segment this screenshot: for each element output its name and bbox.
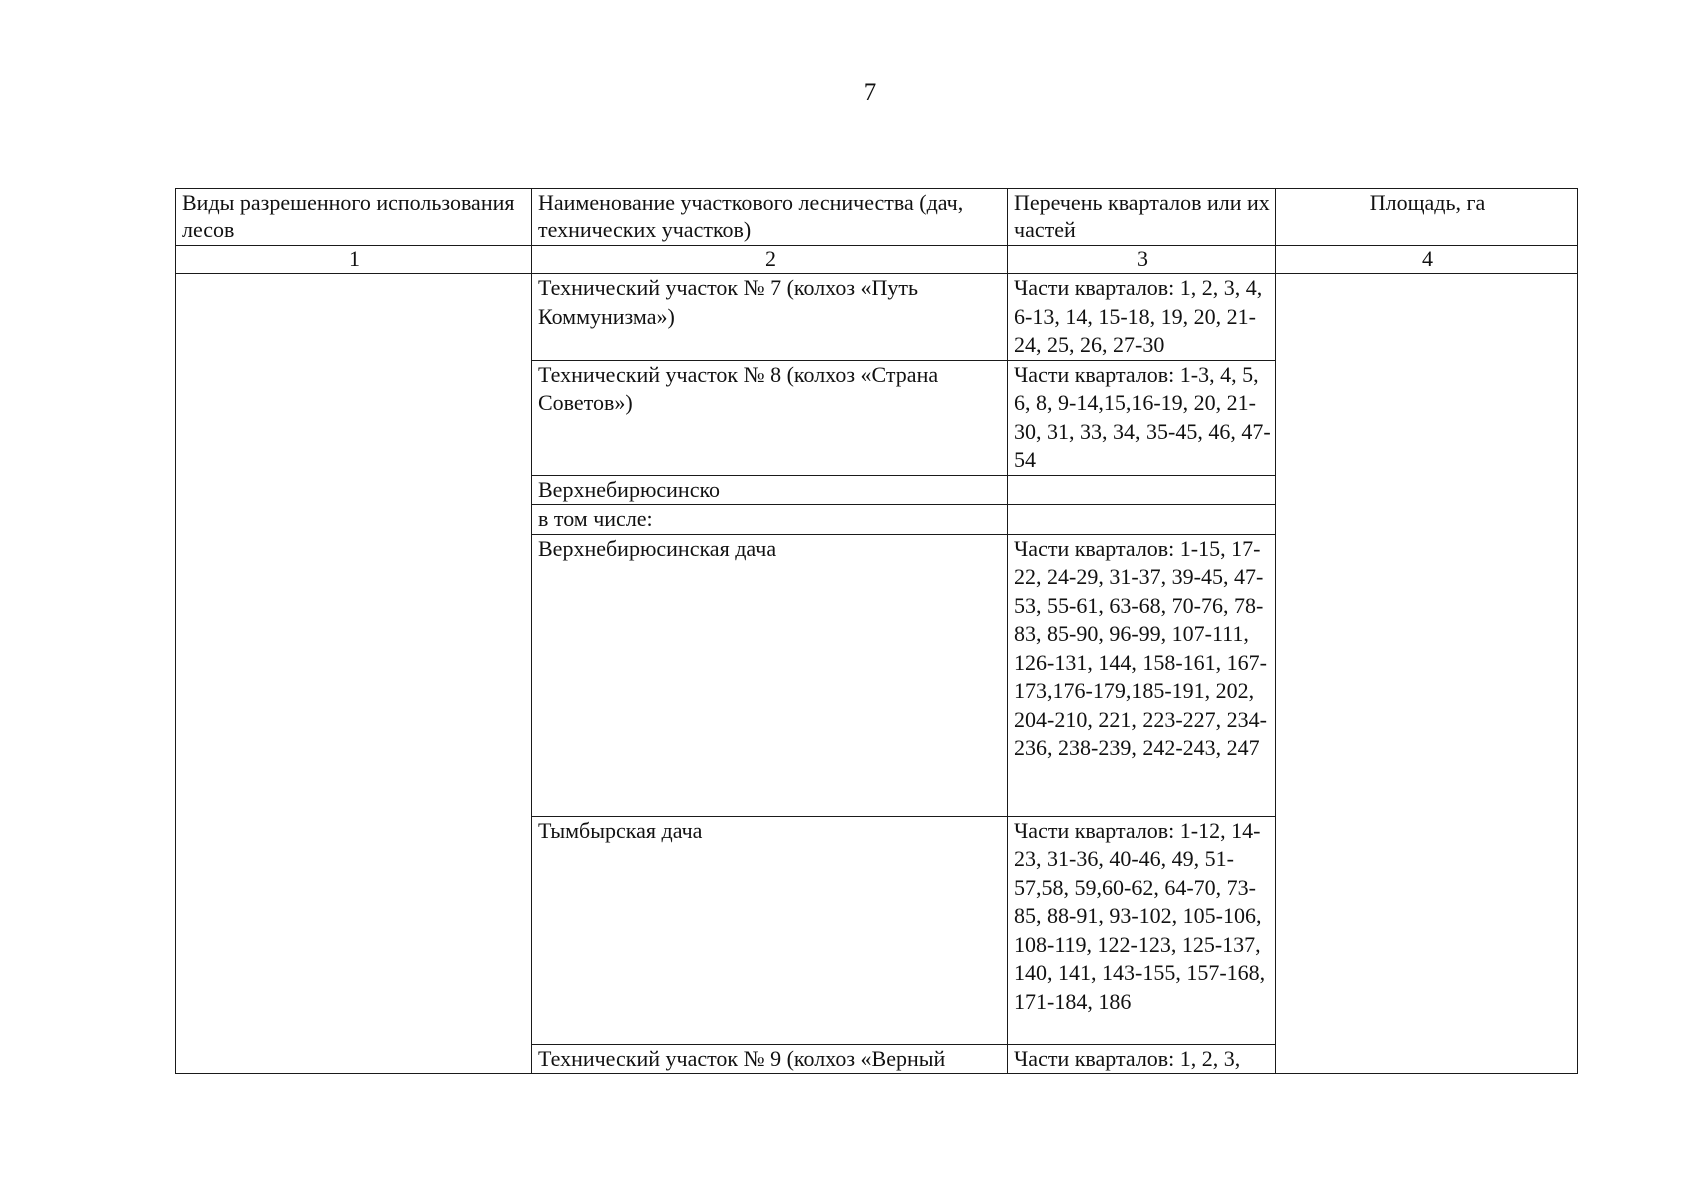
- column-number: 4: [1276, 246, 1578, 274]
- forest-use-table: [175, 188, 1578, 1074]
- forestry-name-cell: Верхнебирюсинская дача: [532, 534, 1008, 816]
- quarters-cell: [1008, 505, 1276, 535]
- table-row: [176, 274, 1578, 361]
- forestry-name-cell: в том числе:: [532, 505, 1008, 535]
- area-cell: [1276, 274, 1578, 1074]
- quarters-cell: Части кварталов: 1-15, 17-22, 24-29, 31-37, 39-45, 47-53, 55-61, 63-68, 70-76, 78-83, 85-90, 96-99, 107-111, 126-131, 144, 158-161, 167-173,176-179,185-191, 202, 204-210, 221, 223-227, 234-236, 238-239, 242-243, 247: [1008, 534, 1276, 816]
- column-number: 2: [532, 246, 1008, 274]
- header-row: [176, 189, 1578, 246]
- quarters-cell: Части кварталов: 1, 2, 3,: [1008, 1044, 1276, 1074]
- forestry-name-cell: Технический участок № 8 (колхоз «Страна Советов»): [532, 360, 1008, 475]
- quarters-cell: [1008, 475, 1276, 505]
- quarters-cell: Части кварталов: 1, 2, 3, 4, 6-13, 14, 15-18, 19, 20, 21-24, 25, 26, 27-30: [1008, 274, 1276, 361]
- column-number-row: [176, 246, 1578, 274]
- forestry-name-cell: Технический участок № 9 (колхоз «Верный: [532, 1044, 1008, 1074]
- page-number: 7: [863, 79, 877, 106]
- forestry-name-cell: Верхнебирюсинско: [532, 475, 1008, 505]
- header-use-type: Виды разрешенного использования лесов: [176, 189, 532, 246]
- header-quarters: Перечень кварталов или их частей: [1008, 189, 1276, 246]
- column-number: 1: [176, 246, 532, 274]
- use-type-cell: [176, 274, 532, 1074]
- column-number: 3: [1008, 246, 1276, 274]
- header-area: Площадь, га: [1276, 189, 1578, 246]
- forestry-name-cell: Тымбырская дача: [532, 816, 1008, 1044]
- quarters-cell: Части кварталов: 1-3, 4, 5, 6, 8, 9-14,15,16-19, 20, 21-30, 31, 33, 34, 35-45, 46, 47-54: [1008, 360, 1276, 475]
- header-forestry-name: Наименование участкового лесничества (дач, технических участков): [532, 189, 1008, 246]
- quarters-cell: Части кварталов: 1-12, 14-23, 31-36, 40-46, 49, 51-57,58, 59,60-62, 64-70, 73-85, 88-91, 93-102, 105-106, 108-119, 122-123, 125-137, 140, 141, 143-155, 157-168, 171-184, 186: [1008, 816, 1276, 1044]
- forestry-name-cell: Технический участок № 7 (колхоз «Путь Коммунизма»): [532, 274, 1008, 361]
